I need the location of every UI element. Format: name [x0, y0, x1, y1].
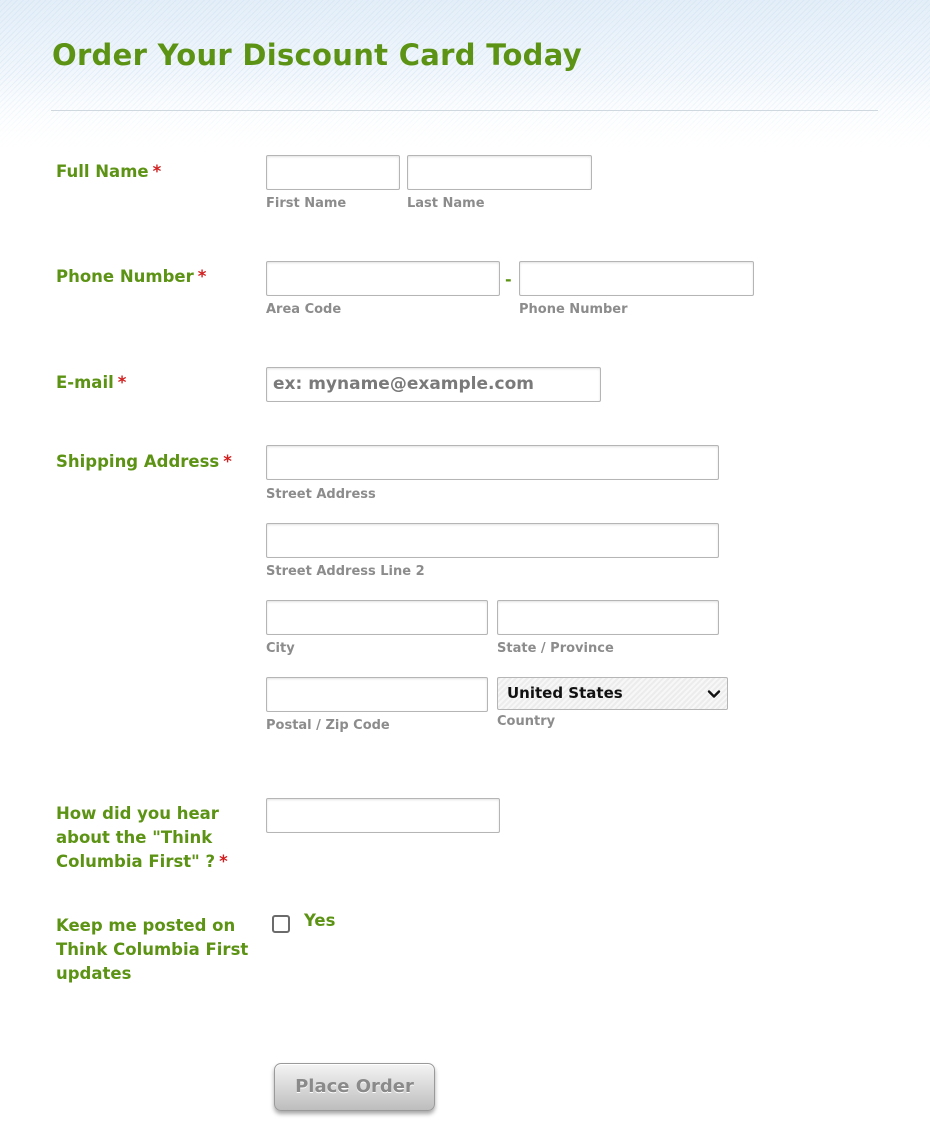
state-province-input[interactable] — [497, 600, 719, 635]
required-marker: * — [197, 267, 207, 286]
postal-code-sublabel: Postal / Zip Code — [266, 718, 390, 733]
updates-label-line: updates — [56, 964, 132, 983]
last-name-input[interactable] — [407, 155, 592, 190]
city-sublabel: City — [266, 641, 295, 656]
header-divider — [51, 110, 878, 111]
street-address-sublabel: Street Address — [266, 487, 376, 502]
street-address-line2-sublabel: Street Address Line 2 — [266, 564, 425, 579]
shipping-address-label-text: Shipping Address — [56, 452, 220, 471]
phone-label — [56, 265, 261, 289]
referral-input[interactable] — [266, 798, 500, 833]
area-code-input[interactable] — [266, 261, 500, 296]
referral-label — [56, 802, 261, 874]
referral-label-line: about the "Think — [56, 828, 213, 847]
email-input[interactable] — [266, 367, 601, 402]
email-placeholder: ex: myname@example.com — [273, 374, 534, 394]
updates-label-line: Think Columbia First — [56, 940, 249, 959]
postal-code-input[interactable] — [266, 677, 488, 712]
street-address-input[interactable] — [266, 445, 719, 480]
updates-label-line: Keep me posted on — [56, 916, 236, 935]
email-label-text: E-mail — [56, 373, 114, 392]
phone-label-text: Phone Number — [56, 267, 194, 286]
state-province-sublabel: State / Province — [497, 641, 614, 656]
country-select-value: United States — [507, 684, 623, 702]
first-name-sublabel: First Name — [266, 196, 347, 211]
area-code-sublabel: Area Code — [266, 302, 342, 317]
shipping-address-label — [56, 450, 261, 474]
full-name-label — [56, 160, 261, 184]
required-marker: * — [152, 162, 162, 181]
full-name-label-text: Full Name — [56, 162, 149, 181]
updates-option-label[interactable]: Yes — [304, 911, 336, 930]
first-name-input[interactable] — [266, 155, 400, 190]
country-select[interactable] — [497, 677, 728, 710]
phone-number-sublabel: Phone Number — [519, 302, 628, 317]
chevron-down-icon — [707, 687, 721, 701]
required-marker: * — [219, 852, 228, 871]
street-address-line2-input[interactable] — [266, 523, 719, 558]
required-marker: * — [223, 452, 232, 471]
country-sublabel: Country — [497, 714, 556, 729]
updates-checkbox[interactable] — [272, 915, 290, 933]
header-background — [0, 0, 930, 150]
phone-separator: - — [505, 270, 512, 289]
phone-number-input[interactable] — [519, 261, 754, 296]
city-input[interactable] — [266, 600, 488, 635]
page-title: Order Your Discount Card Today — [52, 38, 582, 72]
place-order-button[interactable]: Place Order — [274, 1063, 435, 1111]
referral-label-line: Columbia First" ? * — [56, 852, 228, 871]
email-label — [56, 371, 261, 395]
updates-label — [56, 914, 261, 986]
referral-label-line: How did you hear — [56, 804, 219, 823]
required-marker: * — [117, 373, 127, 392]
last-name-sublabel: Last Name — [407, 196, 485, 211]
